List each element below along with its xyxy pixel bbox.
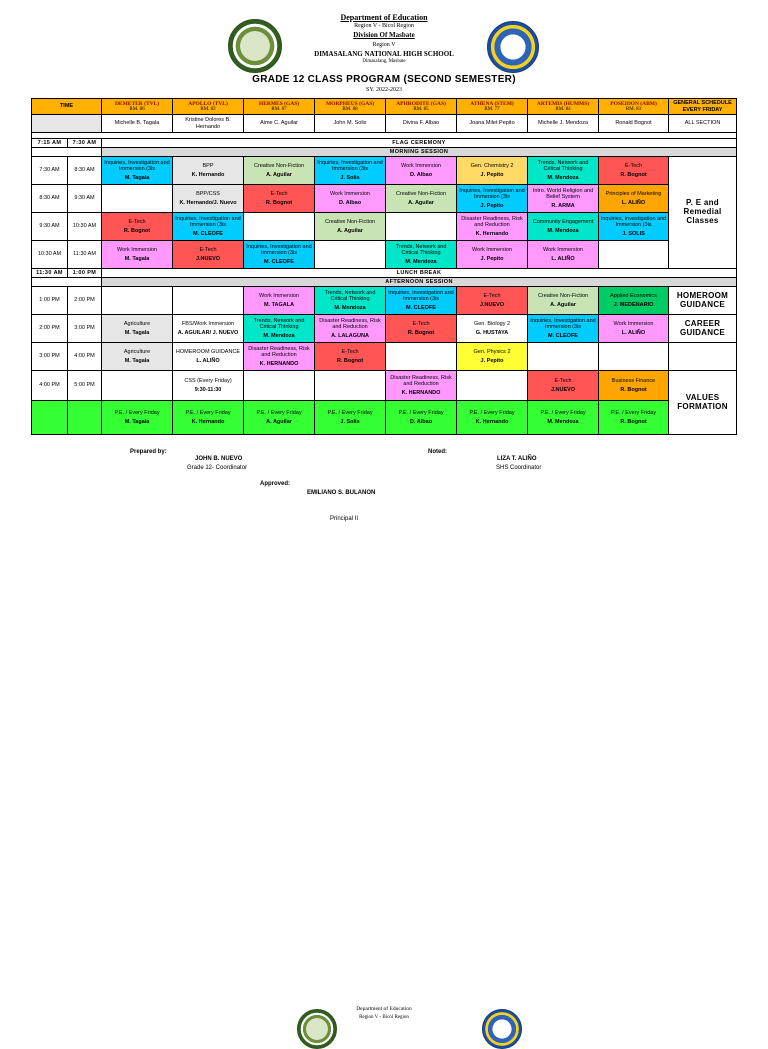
class-cell [457, 213, 528, 241]
general-schedule-cell: VALUES FORMATION [669, 371, 737, 435]
class-cell [457, 371, 528, 401]
class-cell [599, 157, 669, 185]
page-title: GRADE 12 CLASS PROGRAM (SECOND SEMESTER) [252, 74, 516, 85]
lunch-break-label: LUNCH BREAK [102, 269, 737, 278]
subject-name: Agriculture [123, 321, 151, 328]
teacher-name: M. Tagala [124, 174, 150, 181]
class-cell [102, 401, 173, 435]
subject-name: Work Immersion [117, 247, 157, 254]
teacher-name: M. Mendoza [405, 258, 437, 265]
section-name: ARTEMIS (HUMMS) [536, 100, 590, 107]
class-cell [457, 343, 528, 371]
subject-name: Disaster Readiness, Risk and Reduction [390, 375, 452, 388]
teacher-name: M. TAGALA [263, 301, 295, 308]
subject-name: Business Finance [611, 378, 656, 385]
class-cell [244, 371, 315, 401]
teacher-name: A. Aguilar [337, 227, 363, 234]
class-cell [315, 343, 386, 371]
class-cell [315, 401, 386, 435]
class-cell [599, 343, 669, 371]
teacher-name: M. Tagala [124, 357, 150, 364]
school-year: SY. 2022-2023 [366, 87, 402, 93]
teacher-name: K. Hernando [191, 171, 225, 178]
class-cell [173, 401, 244, 435]
time-start: 11:30 AM [32, 269, 68, 278]
class-cell [102, 185, 173, 213]
class-cell [102, 371, 173, 401]
subject-name: Inquiries, Investigation and Immersion (3is [317, 160, 383, 173]
class-cell [457, 185, 528, 213]
teacher-name: R. Bognot [336, 357, 364, 364]
subject-name: Inquiries, Investigation and Immersion (3is [104, 160, 170, 173]
page2-region: Region V - Bicol Region [359, 1015, 409, 1020]
class-cell [244, 241, 315, 269]
afternoon-session-label: AFTERNOON SESSION [102, 278, 737, 287]
time-end: 8:30 AM [68, 157, 102, 185]
teacher-name: A. Aguilar [408, 199, 434, 206]
teacher-name: J. Pepito [480, 171, 504, 178]
section-header [599, 99, 669, 115]
section-header [386, 99, 457, 115]
section-header [457, 99, 528, 115]
teacher-name: M. CLEOFE [548, 332, 578, 339]
class-cell [457, 315, 528, 343]
adviser-name: Kristine Dolores B. Hernando [173, 115, 244, 133]
subject-name: Applied Economics [610, 293, 657, 300]
section-room: RM. 88 [342, 106, 358, 112]
section-room: RM. 77 [484, 106, 500, 112]
teacher-name: M. CLEOFE [264, 258, 294, 265]
subject-name: P.E. / Every Friday [540, 410, 586, 417]
class-cell [457, 287, 528, 315]
class-cell [528, 371, 599, 401]
section-header [315, 99, 386, 115]
time-end: 9:30 AM [68, 185, 102, 213]
teacher-name: D. Albao [338, 199, 362, 206]
morning-session-label: MORNING SESSION [102, 148, 737, 157]
teacher-name: J. Pepito [480, 255, 504, 262]
class-cell [528, 401, 599, 435]
teacher-name: L. ALIÑO [196, 357, 220, 364]
class-cell [173, 287, 244, 315]
class-cell [528, 315, 599, 343]
class-cell [173, 185, 244, 213]
class-cell [244, 315, 315, 343]
time-end: 5:00 PM [68, 371, 102, 401]
subject-name: Intro. World Religion and Belief System [532, 188, 594, 201]
teacher-name: M. Tagala [124, 255, 150, 262]
page2-department: Department of Education [356, 1006, 412, 1012]
noted-label: Noted: [428, 449, 447, 455]
section-room: RM. 87 [271, 106, 287, 112]
subject-name: Disaster Readiness, Risk and Reduction [461, 216, 523, 229]
class-cell [599, 185, 669, 213]
section-name: HERMES (GAS) [258, 100, 300, 107]
class-cell [386, 241, 457, 269]
school-seal-icon [482, 1009, 522, 1049]
teacher-name: M. Mendoza [263, 332, 295, 339]
blank-cell [68, 401, 102, 435]
subject-name: Inquiries, Investigation and Immersion (3is [600, 216, 667, 229]
class-cell [102, 213, 173, 241]
time-end: 4:00 PM [68, 343, 102, 371]
subject-name: E-Tech [199, 247, 217, 254]
general-schedule-cell: CAREER GUIDANCE [669, 315, 737, 343]
section-name: APHRODITE (GAS) [396, 100, 446, 107]
teacher-name: A. Aguilar [550, 301, 576, 308]
teacher-name: M. Tagala [124, 329, 150, 336]
school-address: Dimasalang, Masbate [362, 59, 406, 64]
subject-name: P.E. / Every Friday [114, 410, 160, 417]
time-start: 10:30 AM [32, 241, 68, 269]
class-cell [315, 371, 386, 401]
subject-name: Work Immersion [472, 247, 512, 254]
subject-name: BPP/CSS [196, 191, 220, 198]
subject-name: Gen. Physics 2 [473, 349, 511, 356]
class-cell [102, 343, 173, 371]
blank-cell [32, 401, 68, 435]
approved-role: Principal II [330, 516, 359, 522]
subject-name: Agriculture [123, 349, 151, 356]
flag-ceremony-label: FLAG CEREMONY [102, 139, 737, 148]
class-cell [386, 287, 457, 315]
approved-name: EMILIANO S. BULANON [307, 490, 376, 496]
teacher-name: R. Bognot [123, 227, 151, 234]
teacher-name: J.NUEVO [550, 386, 576, 393]
section-name: POSEIDON (ABM) [610, 100, 657, 107]
subject-name: CSS (Every Friday) [184, 378, 232, 385]
teacher-name: J. Pepito [480, 202, 504, 209]
teacher-name: K. Hernando [191, 418, 225, 425]
class-cell [173, 343, 244, 371]
section-header [528, 99, 599, 115]
class-cell [173, 241, 244, 269]
class-cell [386, 343, 457, 371]
department-name: Department of Education [340, 13, 428, 22]
teacher-name: M. Mendoza [334, 304, 366, 311]
subject-name: Inquiries, Investigation and Immersion (3is [246, 244, 312, 257]
teacher-name: M. CLEOFE [406, 304, 436, 311]
class-cell [315, 315, 386, 343]
prepared-role: Grade 12- Coordinator [187, 465, 248, 471]
teacher-name: J. Solis [340, 174, 360, 181]
subject-name: FBS/Work Immersion [181, 321, 235, 328]
subject-name: Work Immersion [613, 321, 654, 328]
subject-name: P.E. / Every Friday [327, 410, 373, 417]
time-start: 3:00 PM [32, 343, 68, 371]
adviser-name: Divina F. Albao [386, 115, 457, 133]
prepared-name: JOHN B. NUEVO [195, 456, 243, 462]
subject-name: E-Tech [412, 321, 430, 328]
section-room: RM. 86 [129, 106, 145, 112]
class-cell [244, 213, 315, 241]
time-end: 7:30 AM [68, 139, 102, 148]
general-schedule-cell: HOMEROOM GUIDANCE [669, 287, 737, 315]
class-cell [315, 213, 386, 241]
time-start: 7:30 AM [32, 157, 68, 185]
class-cell [386, 213, 457, 241]
teacher-name: K. Hernando [475, 230, 509, 237]
class-cell [102, 315, 173, 343]
class-cell [457, 241, 528, 269]
teacher-name: J. MEDENARIO [613, 301, 654, 308]
subject-name: Creative Non-Fiction [253, 163, 305, 170]
subject-name: Work Immersion [543, 247, 583, 254]
subject-name: Gen. Chemistry 2 [470, 163, 514, 170]
adviser-name: Ronald Bognot [599, 115, 669, 133]
section-room: RM. 82 [200, 106, 216, 112]
general-schedule-cell [669, 343, 737, 371]
subject-name: P.E. / Every Friday [610, 410, 657, 417]
class-cell [102, 157, 173, 185]
teacher-name: L. ALIÑO [551, 255, 575, 262]
class-cell [457, 157, 528, 185]
teacher-name: J.NUEVO [195, 255, 221, 262]
subject-name: HOMEROOM GUIDANCE [175, 349, 241, 356]
teacher-name: J. Solis [340, 418, 360, 425]
subject-name: Creative Non-Fiction [324, 219, 376, 226]
general-schedule-cell: P. E and Remedial Classes [669, 157, 737, 269]
class-cell [457, 401, 528, 435]
subject-name: E-Tech [128, 219, 146, 226]
teacher-name: R. Bognot [620, 418, 647, 425]
time-start: 4:00 PM [32, 371, 68, 401]
class-cell [173, 157, 244, 185]
teacher-name: D. Albao [409, 418, 433, 425]
teacher-name: R. ARMA [551, 202, 575, 209]
class-cell [386, 401, 457, 435]
teacher-name: R. Bognot [620, 171, 647, 178]
subject-name: E-Tech [624, 163, 643, 170]
class-cell [599, 213, 669, 241]
teacher-name: K. HERNANDO [259, 360, 299, 367]
subject-name: Disaster Readiness, Risk and Reduction [319, 318, 381, 331]
section-room: RM. 83 [625, 106, 642, 112]
subject-name: Inquiries, Investigation and Immersion (3is [459, 188, 525, 201]
teacher-name: M. Mendoza [547, 418, 579, 425]
adviser-name: Michelle B. Tagala [102, 115, 173, 133]
subject-name: Inquiries, Investigation and Immersion (3is [530, 318, 596, 331]
time-end: 10:30 AM [68, 213, 102, 241]
subject-name: Gen. Biology 2 [473, 321, 511, 328]
class-cell [173, 315, 244, 343]
subject-name: Inquiries, Investigation and Immersion (3is [175, 216, 241, 229]
class-cell [244, 157, 315, 185]
class-cell [173, 213, 244, 241]
subject-name: Principles of Marketing [605, 191, 662, 198]
teacher-name: A. AGUILAR/ J. NUEVO [177, 329, 239, 336]
class-cell [244, 287, 315, 315]
teacher-name: A. LALAGUNA [331, 332, 369, 339]
class-cell [173, 371, 244, 401]
class-cell [315, 157, 386, 185]
subject-name: Trends, Network and Critical Thinking [537, 160, 589, 173]
subject-name: E-Tech [270, 191, 288, 198]
adviser-name: John M. Solis [315, 115, 386, 133]
time-end: 3:00 PM [68, 315, 102, 343]
class-cell [599, 315, 669, 343]
subject-name: Creative Non-Fiction [395, 191, 447, 198]
teacher-name: D. Albao [409, 171, 433, 178]
class-cell [386, 371, 457, 401]
class-program-table [31, 98, 737, 435]
subject-name: E-Tech [554, 378, 572, 385]
time-end: 2:00 PM [68, 287, 102, 315]
adviser-name: Aime C. Aguilar [244, 115, 315, 133]
class-cell [528, 185, 599, 213]
teacher-name: J. SOLIS [622, 230, 645, 237]
teacher-name: R. Bognot [620, 386, 647, 393]
class-cell [528, 343, 599, 371]
section-room: RM. 85 [413, 106, 429, 112]
class-cell [528, 287, 599, 315]
section-header [102, 99, 173, 115]
teacher-name: R. Bognot [265, 199, 293, 206]
class-cell [599, 287, 669, 315]
time-start: 2:00 PM [32, 315, 68, 343]
class-cell [315, 241, 386, 269]
teacher-name: A. Aguilar [266, 171, 292, 178]
noted-name: LIZA T. ALIÑO [497, 456, 537, 462]
all-section-label: ALL SECTION [669, 115, 737, 133]
class-cell [315, 185, 386, 213]
section-name: ATHENA (STEM) [470, 100, 514, 107]
class-cell [599, 241, 669, 269]
subject-name: Work Immersion [259, 293, 299, 300]
subject-name: P.E. / Every Friday [256, 410, 302, 417]
subject-name: E-Tech [483, 293, 501, 300]
blank-cell [32, 148, 102, 157]
section-header [244, 99, 315, 115]
time-start: 9:30 AM [32, 213, 68, 241]
subject-name: Creative Non-Fiction [537, 293, 589, 300]
section-room: RM. 84 [555, 106, 571, 112]
subject-name: Trends, Network and Critical Thinking [324, 290, 376, 303]
region-name: Region V - Bicol Region [354, 23, 414, 29]
teacher-name: K. Hernando/J. Nuevo [179, 199, 237, 206]
class-cell [244, 185, 315, 213]
time-start: 8:30 AM [32, 185, 68, 213]
class-cell [102, 241, 173, 269]
teacher-name: L. ALIÑO [621, 329, 646, 336]
teacher-name: K. HERNANDO [401, 389, 441, 396]
subject-name: BPP [202, 163, 214, 170]
subject-name: Work Immersion [330, 191, 370, 198]
teacher-name: L. ALIÑO [621, 199, 646, 206]
class-cell [599, 401, 669, 435]
subject-name: Work Immersion [401, 163, 441, 170]
class-cell [386, 157, 457, 185]
teacher-name: J. Pepito [480, 357, 504, 364]
teacher-name: 9:30-11:30 [194, 386, 222, 393]
teacher-name: A. Aguilar [266, 418, 292, 425]
division-name: Division Of Masbate [353, 31, 415, 39]
class-cell [528, 157, 599, 185]
subject-name: Trends, Network and Critical Thinking [395, 244, 447, 257]
class-cell [244, 343, 315, 371]
class-cell [244, 401, 315, 435]
subject-name: P.E. / Every Friday [469, 410, 515, 417]
section-name: MORPHEUS (GAS) [325, 100, 375, 107]
teacher-name: J.NUEVO [479, 301, 505, 308]
subject-name: Inquiries, Investigation and Immersion (3is [388, 290, 454, 303]
time-end: 11:30 AM [68, 241, 102, 269]
subject-name: Trends, Network and Critical Thinking [253, 318, 305, 331]
subject-name: Community Engagement [532, 219, 594, 226]
class-cell [599, 371, 669, 401]
class-cell [528, 241, 599, 269]
subject-name: P.E. / Every Friday [398, 410, 444, 417]
teacher-name: M. Tagala [124, 418, 150, 425]
region-short: Region V [372, 42, 396, 48]
class-cell [386, 315, 457, 343]
time-start: 7:15 AM [32, 139, 68, 148]
blank-cell [32, 278, 102, 287]
section-header [173, 99, 244, 115]
class-cell [386, 185, 457, 213]
deped-seal-icon [297, 1009, 337, 1049]
teacher-name: M. CLEOFE [193, 230, 223, 237]
prepared-label: Prepared by: [130, 449, 167, 455]
adviser-name: Michelle J. Mendoza [528, 115, 599, 133]
time-header: TIME [32, 99, 102, 115]
teacher-name: G. HUSTAYA [475, 329, 509, 336]
teacher-name: R. Bognot [407, 329, 435, 336]
blank-cell [32, 115, 102, 133]
subject-name: P.E. / Every Friday [185, 410, 231, 417]
time-end: 1:00 PM [68, 269, 102, 278]
adviser-name: Joana Milet Pepito [457, 115, 528, 133]
teacher-name: M. Mendoza [547, 227, 579, 234]
subject-name: E-Tech [341, 349, 359, 356]
class-cell [528, 213, 599, 241]
subject-name: Disaster Readiness, Risk and Reduction [248, 346, 310, 359]
noted-role: SHS Coordinator [496, 465, 542, 471]
teacher-name: K. Hernando [475, 418, 509, 425]
general-schedule-header: GENERAL SCHEDULE EVERY FRIDAY [669, 99, 737, 115]
class-cell [102, 287, 173, 315]
class-cell [315, 287, 386, 315]
teacher-name: M. Mendoza [547, 174, 579, 181]
time-start: 1:00 PM [32, 287, 68, 315]
school-name: DIMASALANG NATIONAL HIGH SCHOOL [314, 50, 454, 58]
section-name: APOLLO (TVL) [188, 100, 228, 107]
section-name: DEMETER (TVL) [114, 100, 160, 107]
approved-label: Approved: [260, 481, 290, 487]
